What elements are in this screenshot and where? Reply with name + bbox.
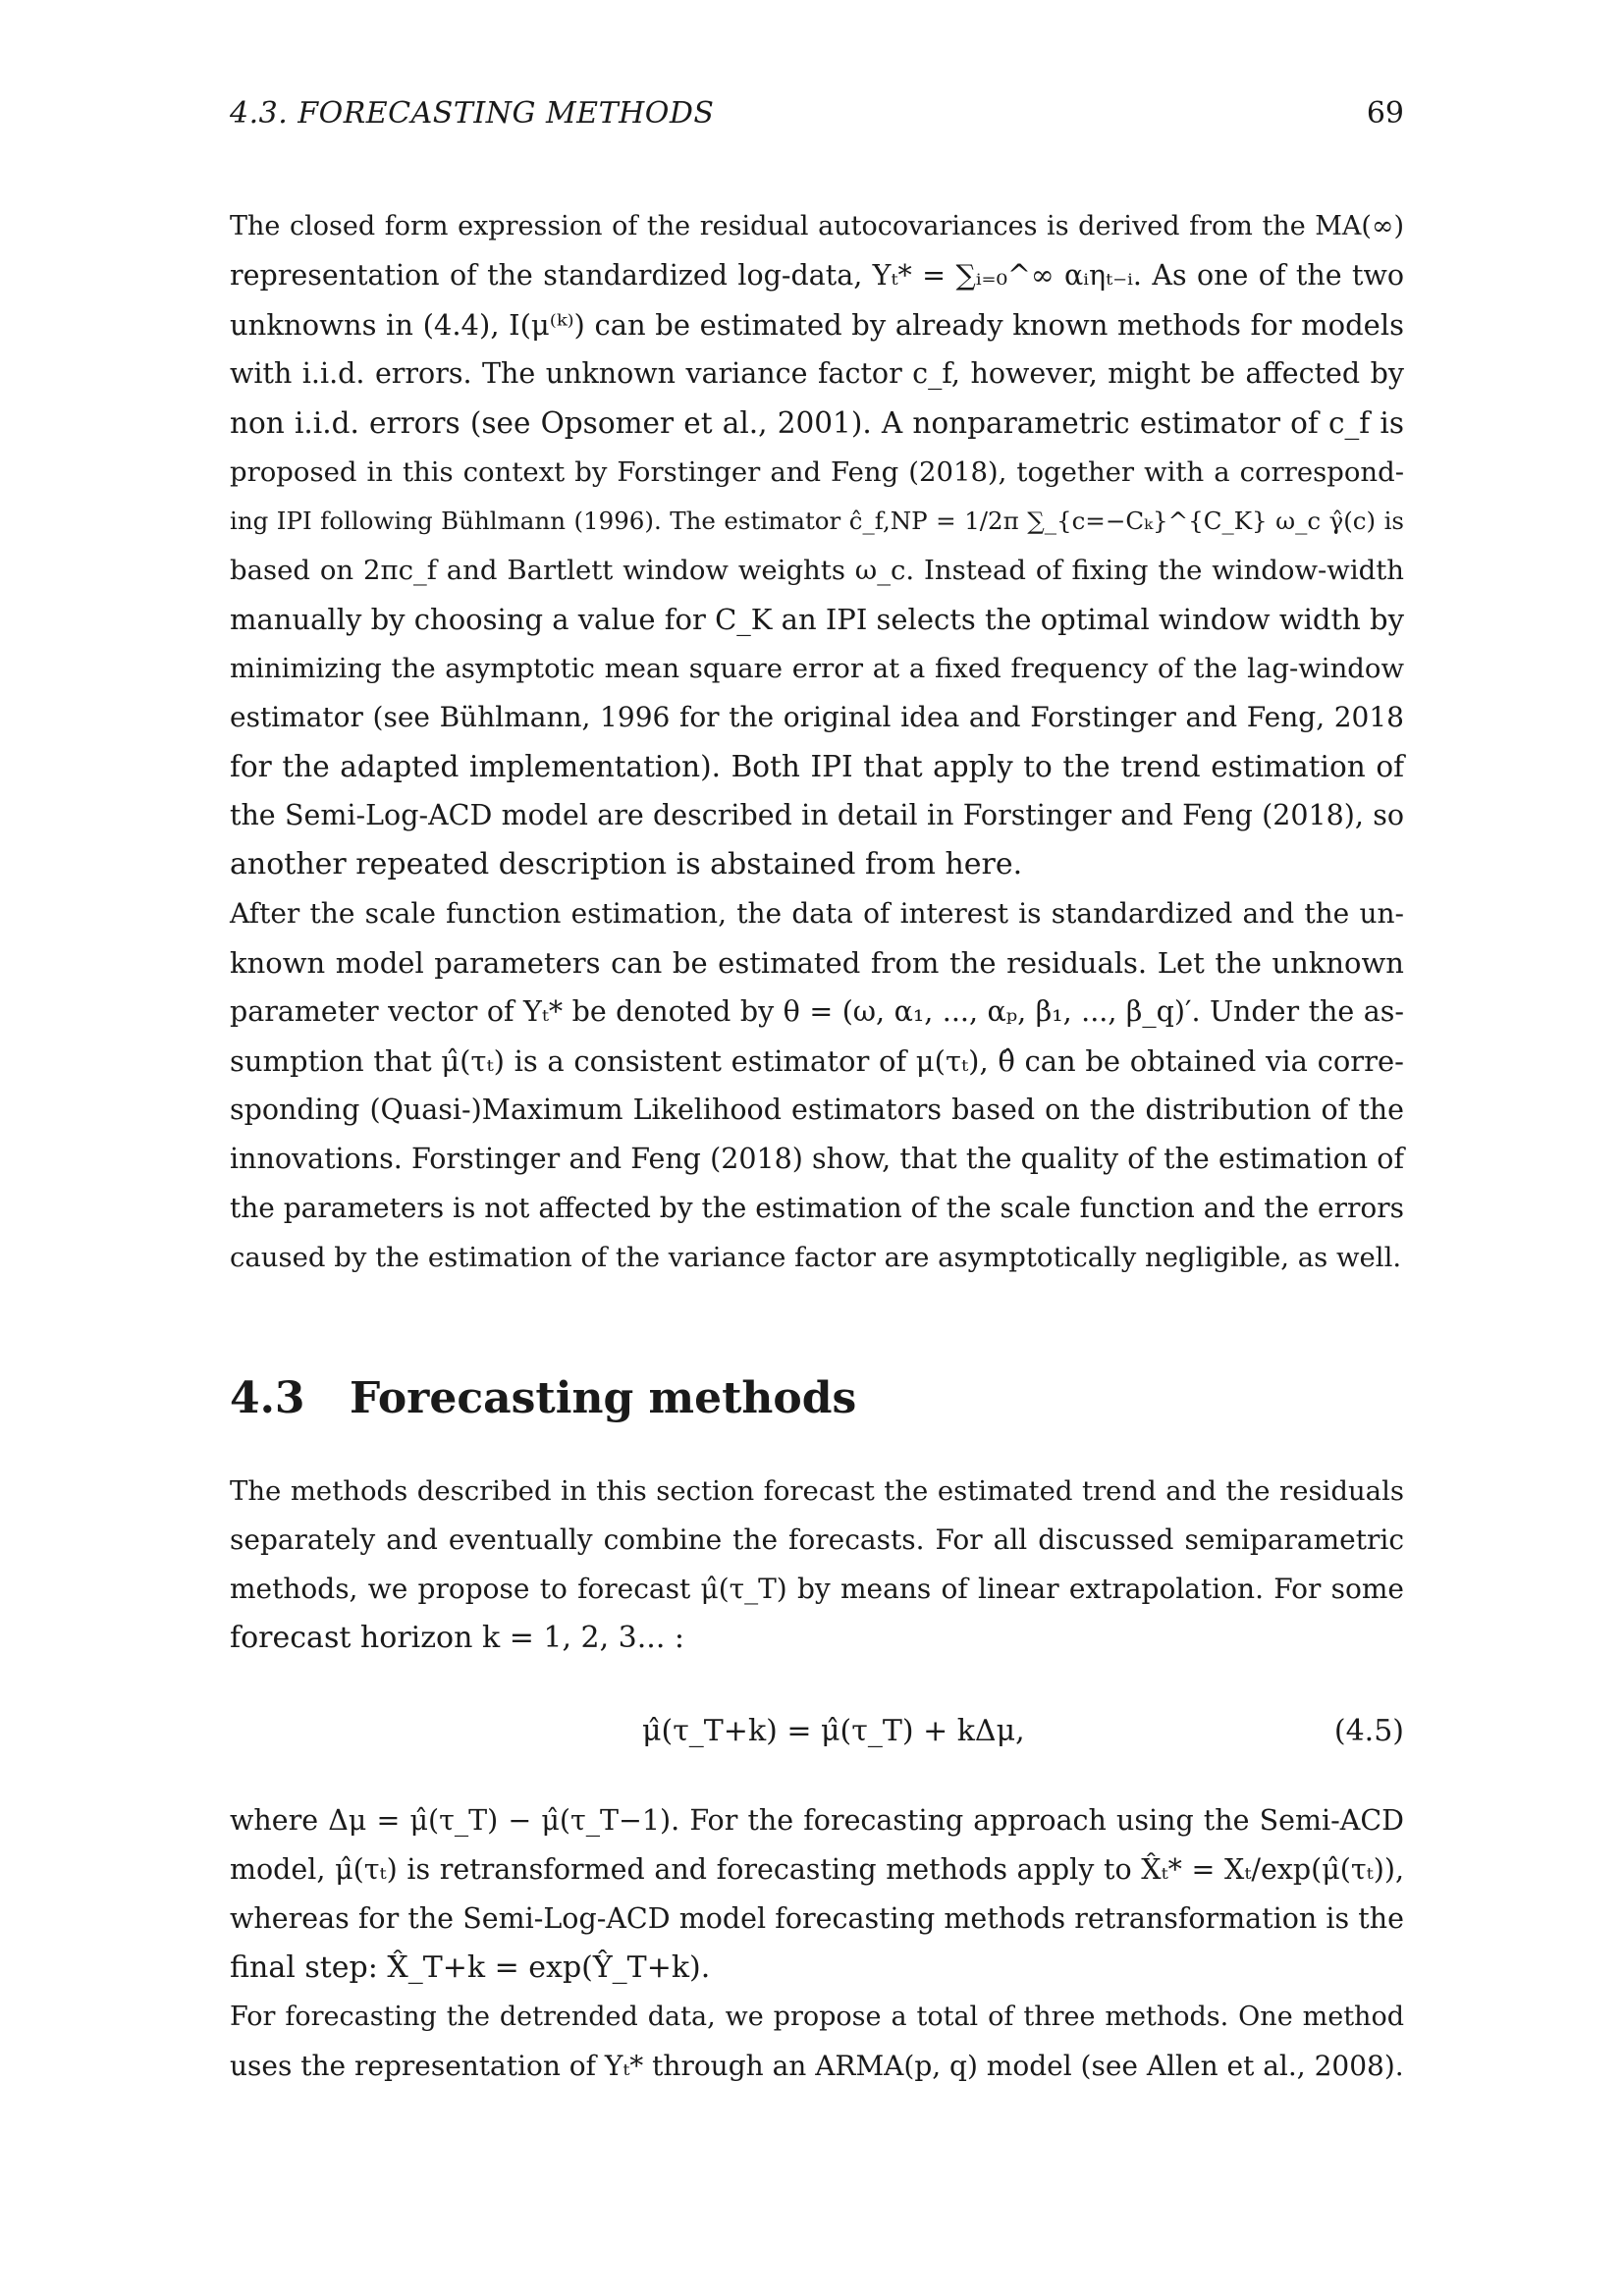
display-equation: [230, 1712, 1404, 1751]
text-line: ing IPI following Bühlmann (1996). The estimator ĉ_f,NP = 1/2π ∑_{c=−Cₖ}^{C_K} ω_c γ̂(c) is: [230, 507, 1404, 535]
text-line: where Δμ = μ̂(τ_T) − μ̂(τ_T−1). For the forecasting approach using the Semi-ACD: [230, 1804, 1404, 1837]
text-line: manually by choosing a value for C_K an IPI selects the optimal window width by: [230, 603, 1404, 636]
text-line: with i.i.d. errors. The unknown variance factor c_f, however, might be affected by: [230, 357, 1404, 390]
text-line: methods, we propose to forecast μ̂(τ_T) by means of linear extrapolation. For some: [230, 1573, 1404, 1605]
text-line: representation of the standardized log-data, Yₜ* = ∑ᵢ₌₀^∞ αᵢηₜ₋ᵢ. As one of the two: [230, 259, 1404, 292]
text-line: final step: X̂_T+k = exp(Ŷ_T+k).: [230, 1950, 711, 1985]
section-number: 4.3: [230, 1373, 305, 1423]
header-section-title: 4.3. FORECASTING METHODS: [230, 96, 715, 131]
text-line: minimizing the asymptotic mean square error at a fixed frequency of the lag-window: [230, 653, 1404, 684]
text-line: proposed in this context by Forstinger and Feng (2018), together with a correspond-: [230, 456, 1404, 488]
equation-number: (4.5): [1333, 1714, 1404, 1748]
text-line: forecast horizon k = 1, 2, 3... :: [230, 1621, 685, 1655]
text-line: model, μ̂(τₜ) is retransformed and forecasting methods apply to X̂ₜ* = Xₜ/exp(μ̂(τₜ)),: [230, 1853, 1404, 1886]
text-line: sponding (Quasi-)Maximum Likelihood estimators based on the distribution of the: [230, 1094, 1404, 1126]
text-line: For forecasting the detrended data, we propose a total of three methods. One method: [230, 2002, 1404, 2032]
text-line: The methods described in this section forecast the estimated trend and the residuals: [230, 1475, 1404, 1507]
text-line: parameter vector of Yₜ* be denoted by θ = (ω, α₁, ..., αₚ, β₁, ..., β_q)′. Under the as-: [230, 995, 1404, 1028]
text-line: After the scale function estimation, the data of interest is standardized and the un-: [230, 897, 1404, 930]
text-line: the Semi-Log-ACD model are described in detail in Forstinger and Feng (2018), so: [230, 799, 1404, 831]
section-title: Forecasting methods: [350, 1373, 857, 1423]
text-line: caused by the estimation of the variance factor are asymptotically negligible, as well.: [230, 1242, 1402, 1273]
running-header: [230, 94, 1404, 133]
text-line: estimator (see Bühlmann, 1996 for the original idea and Forstinger and Feng, 2018: [230, 701, 1404, 733]
text-line: uses the representation of Yₜ* through an ARMA(p, q) model (see Allen et al., 2008).: [230, 2050, 1404, 2082]
page-number: 69: [1366, 96, 1404, 131]
text-line: the parameters is not affected by the estimation of the scale function and the errors: [230, 1192, 1405, 1224]
text-line: based on 2πc_f and Bartlett window weights ω_c. Instead of fixing the window-width: [230, 555, 1404, 586]
text-line: separately and eventually combine the forecasts. For all discussed semiparametric: [230, 1523, 1404, 1556]
text-line: for the adapted implementation). Both IPI that apply to the trend estimation of: [230, 750, 1404, 783]
text-line: innovations. Forstinger and Feng (2018) show, that the quality of the estimation of: [230, 1143, 1404, 1175]
text-line: whereas for the Semi-Log-ACD model forecasting methods retransformation is the: [230, 1902, 1404, 1935]
text-line: non i.i.d. errors (see Opsomer et al., 2001). A nonparametric estimator of c_f is: [230, 406, 1404, 440]
text-line: another repeated description is abstained from here.: [230, 847, 1023, 881]
text-line: The closed form expression of the residual autocovariances is derived from the MA(∞): [230, 211, 1404, 241]
text-line: sumption that μ̂(τₜ) is a consistent estimator of μ(τₜ), θ̂ can be obtained via corre-: [230, 1044, 1404, 1078]
text-line: known model parameters can be estimated from the residuals. Let the unknown: [230, 946, 1404, 980]
text-line: unknowns in (4.4), I(μ⁽ᵏ⁾) can be estimated by already known methods for models: [230, 308, 1404, 342]
equation-body: μ̂(τ_T+k) = μ̂(τ_T) + kΔμ,: [642, 1714, 1025, 1748]
section-heading: [230, 1369, 856, 1428]
